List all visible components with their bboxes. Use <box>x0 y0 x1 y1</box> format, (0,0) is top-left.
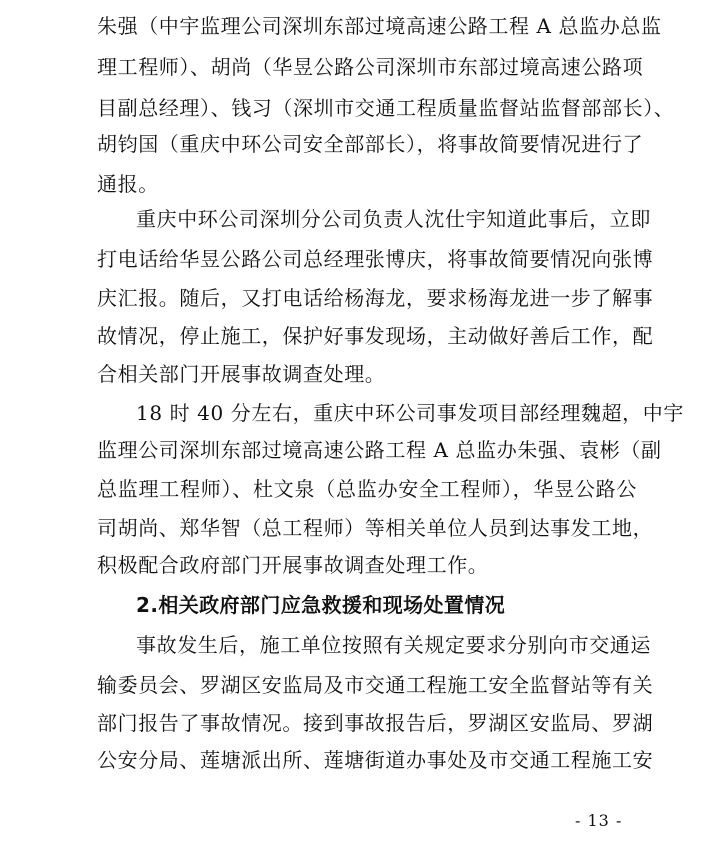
paragraph-3-line-4: 司胡尚、郑华智（总工程师）等相关单位人员到达事发工地， <box>97 516 654 540</box>
paragraph-2-line-5: 合相关部门开展事故调查处理。 <box>97 362 386 386</box>
paragraph-4-line-3: 部门报告了事故情况。接到事故报告后，罗湖区安监局、罗湖 <box>97 711 654 735</box>
paragraph-1-line-5: 通报。 <box>97 172 159 196</box>
paragraph-1-line-2: 理工程师）、胡尚（华昱公路公司深圳市东部过境高速公路项 <box>97 55 644 79</box>
paragraph-1-line-4: 胡钧国（重庆中环公司安全部部长），将事故简要情况进行了 <box>97 132 644 156</box>
paragraph-3-line-3: 总监理工程师）、杜文泉（总监办安全工程师），华昱公路公 <box>97 477 637 501</box>
paragraph-4-line-2: 输委员会、罗湖区安监局及市交通工程施工安全监督站等有关 <box>97 673 654 697</box>
paragraph-3-line-1: 18 时 40 分左右，重庆中环公司事发项目部经理魏超，中宇 <box>136 401 684 425</box>
paragraph-1-line-3: 目副总经理）、钱习（深圳市交通工程质量监督站监督部部长）、 <box>97 96 675 120</box>
paragraph-1-line-1: 朱强（中宇监理公司深圳东部过境高速公路工程 A 总监办总监 <box>97 14 662 38</box>
paragraph-4-line-4: 公安分局、莲塘派出所、莲塘街道办事处及市交通工程施工安 <box>97 748 654 772</box>
paragraph-4-line-1: 事故发生后，施工单位按照有关规定要求分别向市交通运 <box>136 633 651 657</box>
page-number: - 13 - <box>575 811 623 830</box>
section-heading: 2.相关政府部门应急救援和现场处置情况 <box>136 593 506 617</box>
paragraph-3-line-5: 积极配合政府部门开展事故调查处理工作。 <box>97 553 489 577</box>
paragraph-2-line-2: 打电话给华昱公路公司总经理张博庆，将事故简要情况向张博 <box>97 247 654 271</box>
paragraph-2-line-1: 重庆中环公司深圳分公司负责人沈仕宇知道此事后，立即 <box>136 207 651 231</box>
paragraph-3-line-2: 监理公司深圳东部过境高速公路工程 A 总监办朱强、袁彬（副 <box>97 438 662 462</box>
paragraph-2-line-3: 庆汇报。随后，又打电话给杨海龙，要求杨海龙进一步了解事 <box>97 286 654 310</box>
paragraph-2-line-4: 故情况，停止施工，保护好事发现场，主动做好善后工作，配 <box>97 324 654 348</box>
